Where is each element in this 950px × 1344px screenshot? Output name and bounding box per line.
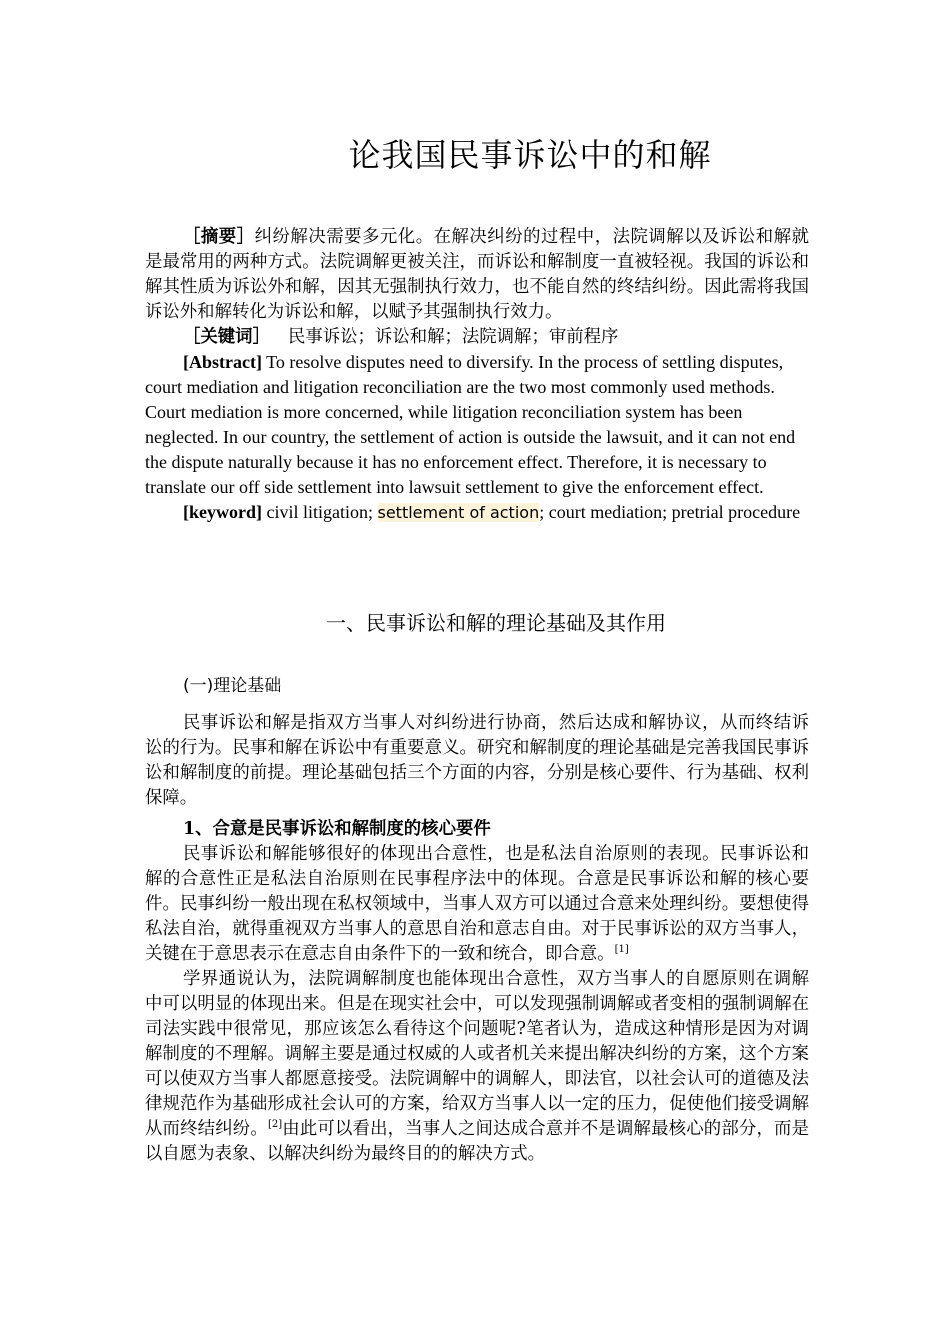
point1-heading: 1、合意是民事诉讼和解制度的核心要件	[183, 819, 491, 839]
point1-p2a-text: 学界通说认为，法院调解制度也能体现出合意性，双方当事人的自愿原则在调解中可以明显的体现出来。但是在现实社会中，可以发现强制调解或者变相的强制调解在司法实践中很常见，那应该怎么看待这个问题呢?笔者认为，造成这种情形是因为对调解制度的不理解。调解主要是通过权威的人或者机关来提出解决纠纷的方案，这个方案可以使双方当事人都愿意接受。法院调解中的调解人，即法官，以社会认可的道德及法律规范作为基础形成社会认可的方案，给双方当事人以一定的压力，促使他们接受调解从而终结纠纷。	[145, 969, 809, 1139]
point1-p1-text: 民事诉讼和解能够很好的体现出合意性，也是私法自治原则的表现。民事诉讼和解的合意性正是私法自治原则在民事程序法中的体现。合意是民事诉讼和解的核心要件。民事纠纷一般出现在私权领域中，当事人双方可以通过合意来处理纠纷。要想使得私法自治，就得重视双方当事人的意思自治和意志自由。对于民事诉讼的双方当事人，关键在于意思表示在意志自由条件下的一致和统合，即合意。	[145, 844, 809, 964]
section-body	[145, 711, 809, 1167]
document-title: 论我国民事诉讼中的和解	[348, 136, 712, 174]
sub-heading: (一)理论基础	[183, 676, 282, 696]
keywords-en-highlighted: settlement of action	[377, 503, 540, 522]
abstract-cn	[145, 225, 809, 325]
keywords-en-part1: civil litigation;	[262, 502, 378, 522]
abstract-en-label: [Abstract]	[183, 352, 262, 372]
point1-p2b-text: 由此可以看出，当事人之间达成合意并不是调解最核心的部分，而是以自愿为表象、以解决纠纷为最终目的的解决方式。	[145, 1119, 809, 1164]
point1-paragraph-2	[145, 967, 809, 1167]
keywords-en-label: [keyword]	[183, 502, 262, 522]
reference-2[interactable]: [2]	[267, 1119, 283, 1131]
keywords-en-part2: ; court mediation; pretrial procedure	[539, 502, 801, 522]
keywords-en	[145, 500, 809, 525]
abstract-en-text: To resolve disputes need to diversify. In the process of settling disputes, court mediation and litigation reconciliation are the two most commonly used methods. Court mediation is more concerned, while litigation reconciliation system has been neglected. In our country, the settlement of action is outside the lawsuit, and it can not end the dispute naturally because it has no enforcement effect. Therefore, it is necessary to translate our off side settlement into lawsuit settlement to give the enforcement effect.	[145, 352, 796, 497]
point1-paragraph-1	[145, 842, 809, 967]
intro-paragraph: 民事诉讼和解是指双方当事人对纠纷进行协商，然后达成和解协议，从而终结诉讼的行为。民事和解在诉讼中有重要意义。研究和解制度的理论基础是完善我国民事诉讼和解制度的前提。理论基础包括三个方面的内容，分别是核心要件、行为基础、权利保障。	[145, 713, 809, 808]
section-heading: 一、民事诉讼和解的理论基础及其作用	[326, 611, 666, 635]
reference-1[interactable]: [1]	[614, 944, 629, 956]
abstract-section	[145, 225, 809, 525]
keywords-cn	[145, 325, 809, 350]
abstract-cn-label: ［摘要］	[183, 227, 255, 247]
keywords-cn-text: 民事诉讼；诉讼和解；法院调解；审前程序	[287, 327, 619, 347]
abstract-en	[145, 350, 809, 500]
abstract-cn-text: 纠纷解决需要多元化。在解决纠纷的过程中，法院调解以及诉讼和解就是最常用的两种方式。法院调解更被关注，而诉讼和解制度一直被轻视。我国的诉讼和解其性质为诉讼外和解，因其无强制执行效力，也不能自然的终结纠纷。因此需将我国诉讼外和解转化为诉讼和解，以赋予其强制执行效力。	[145, 227, 809, 322]
keywords-cn-label: ［关键词］	[183, 327, 270, 347]
